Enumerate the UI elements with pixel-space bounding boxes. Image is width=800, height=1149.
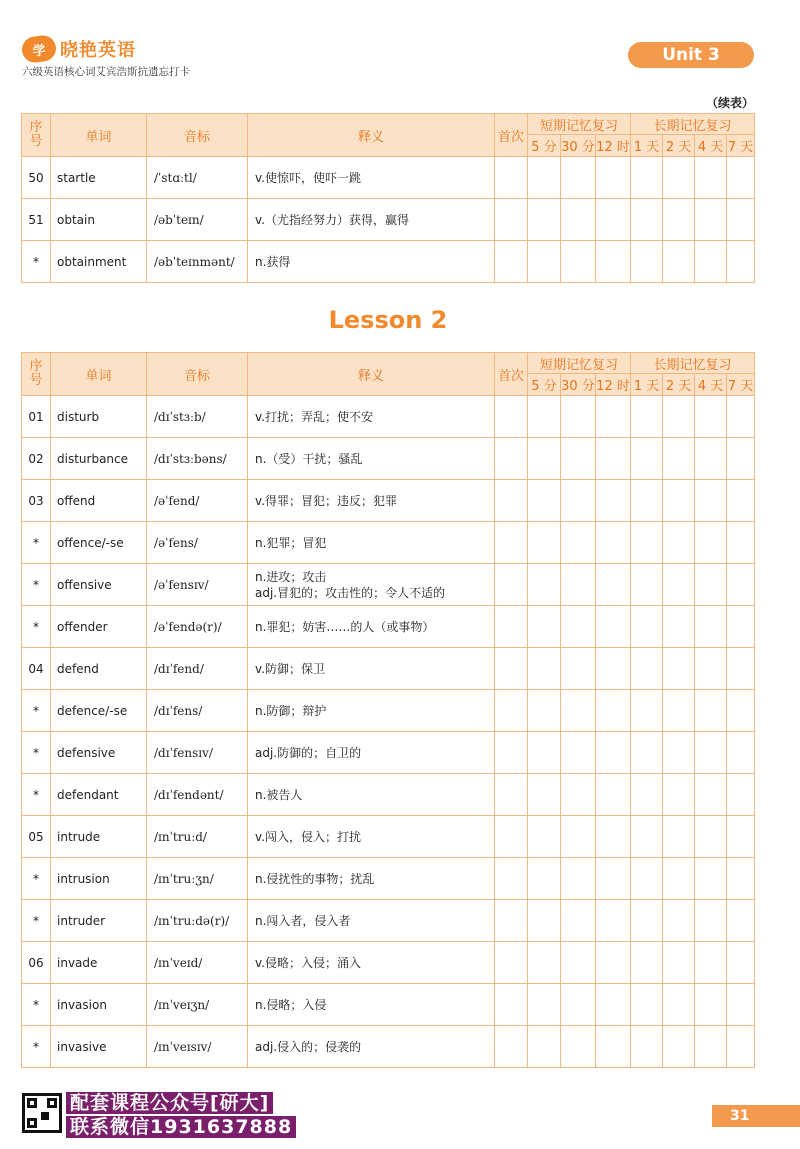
col-header-meaning: 释义 bbox=[248, 353, 495, 396]
review-checkbox[interactable] bbox=[695, 690, 727, 732]
review-checkbox[interactable] bbox=[727, 816, 755, 858]
review-checkbox[interactable] bbox=[695, 438, 727, 480]
row-meaning: n.获得 bbox=[248, 241, 495, 283]
promo-line-2: 联系微信1931637888 bbox=[66, 1116, 296, 1138]
review-checkbox[interactable] bbox=[727, 732, 755, 774]
review-checkbox[interactable] bbox=[727, 900, 755, 942]
row-word: defend bbox=[51, 648, 147, 690]
row-ipa: /əˈfendə(r)/ bbox=[147, 606, 248, 648]
row-meaning: n.罪犯；妨害……的人（或事物） bbox=[248, 606, 495, 648]
row-ipa: /dɪˈfens/ bbox=[147, 690, 248, 732]
review-checkbox[interactable] bbox=[631, 241, 663, 283]
review-checkbox[interactable] bbox=[596, 438, 631, 480]
review-checkbox[interactable] bbox=[631, 648, 663, 690]
table-row bbox=[22, 157, 755, 199]
review-checkbox[interactable] bbox=[631, 774, 663, 816]
table-row bbox=[22, 732, 755, 774]
col-header-5min: 5 分 bbox=[528, 135, 561, 157]
row-ipa: /ɪnˈtruːdə(r)/ bbox=[147, 900, 248, 942]
row-meaning: n.闯入者，侵入者 bbox=[248, 900, 495, 942]
review-checkbox[interactable] bbox=[596, 199, 631, 241]
review-checkbox[interactable] bbox=[561, 984, 596, 1026]
review-checkbox[interactable] bbox=[663, 480, 695, 522]
col-header-1day: 1 天 bbox=[631, 135, 663, 157]
row-ipa: /ɪnˈveɪd/ bbox=[147, 942, 248, 984]
row-num: * bbox=[22, 522, 51, 564]
row-num: * bbox=[22, 241, 51, 283]
review-checkbox[interactable] bbox=[561, 522, 596, 564]
row-word: invade bbox=[51, 942, 147, 984]
review-checkbox[interactable] bbox=[561, 480, 596, 522]
review-checkbox[interactable] bbox=[663, 816, 695, 858]
review-checkbox[interactable] bbox=[631, 900, 663, 942]
review-checkbox[interactable] bbox=[727, 564, 755, 606]
col-header-short-review: 短期记忆复习 bbox=[528, 353, 631, 374]
first-review-checkbox[interactable] bbox=[495, 606, 528, 648]
review-checkbox[interactable] bbox=[663, 690, 695, 732]
review-checkbox[interactable] bbox=[561, 564, 596, 606]
review-checkbox[interactable] bbox=[528, 984, 561, 1026]
review-checkbox[interactable] bbox=[596, 396, 631, 438]
first-review-checkbox[interactable] bbox=[495, 942, 528, 984]
review-checkbox[interactable] bbox=[631, 157, 663, 199]
first-review-checkbox[interactable] bbox=[495, 816, 528, 858]
review-checkbox[interactable] bbox=[695, 241, 727, 283]
row-num: * bbox=[22, 858, 51, 900]
first-review-checkbox[interactable] bbox=[495, 522, 528, 564]
row-ipa: /ɪnˈveɪʒn/ bbox=[147, 984, 248, 1026]
table-row bbox=[22, 396, 755, 438]
review-checkbox[interactable] bbox=[695, 900, 727, 942]
review-checkbox[interactable] bbox=[596, 858, 631, 900]
first-review-checkbox[interactable] bbox=[495, 157, 528, 199]
review-checkbox[interactable] bbox=[663, 774, 695, 816]
row-num: * bbox=[22, 732, 51, 774]
brand bbox=[22, 36, 136, 62]
brand-name: 晓艳英语 bbox=[60, 40, 136, 61]
review-checkbox[interactable] bbox=[631, 396, 663, 438]
row-num: * bbox=[22, 606, 51, 648]
first-review-checkbox[interactable] bbox=[495, 396, 528, 438]
review-checkbox[interactable] bbox=[631, 984, 663, 1026]
review-checkbox[interactable] bbox=[596, 900, 631, 942]
row-meaning: n.侵扰性的事物；扰乱 bbox=[248, 858, 495, 900]
review-checkbox[interactable] bbox=[561, 241, 596, 283]
row-meaning-line: adj.冒犯的；攻击性的；令人不适的 bbox=[255, 585, 446, 600]
col-header-7day: 7 天 bbox=[727, 135, 755, 157]
row-num: * bbox=[22, 690, 51, 732]
row-word: offensive bbox=[51, 564, 147, 606]
review-checkbox[interactable] bbox=[528, 900, 561, 942]
review-checkbox[interactable] bbox=[663, 564, 695, 606]
col-header-num: 序号 bbox=[22, 114, 51, 157]
review-checkbox[interactable] bbox=[695, 199, 727, 241]
review-checkbox[interactable] bbox=[727, 606, 755, 648]
review-checkbox[interactable] bbox=[631, 480, 663, 522]
review-checkbox[interactable] bbox=[596, 157, 631, 199]
review-checkbox[interactable] bbox=[561, 438, 596, 480]
review-checkbox[interactable] bbox=[695, 942, 727, 984]
review-checkbox[interactable] bbox=[663, 438, 695, 480]
review-checkbox[interactable] bbox=[663, 199, 695, 241]
vocab-table-continued bbox=[21, 113, 755, 283]
review-checkbox[interactable] bbox=[631, 942, 663, 984]
unit-badge: Unit 3 bbox=[628, 42, 754, 68]
review-checkbox[interactable] bbox=[663, 858, 695, 900]
col-header-word: 单词 bbox=[51, 114, 147, 157]
review-checkbox[interactable] bbox=[631, 438, 663, 480]
row-word: obtain bbox=[51, 199, 147, 241]
first-review-checkbox[interactable] bbox=[495, 732, 528, 774]
vocab-table-lesson2 bbox=[21, 352, 755, 1068]
col-header-1day: 1 天 bbox=[631, 374, 663, 396]
review-checkbox[interactable] bbox=[727, 648, 755, 690]
row-num: 01 bbox=[22, 396, 51, 438]
review-checkbox[interactable] bbox=[596, 1026, 631, 1068]
row-ipa: /ɪnˈtruːʒn/ bbox=[147, 858, 248, 900]
row-word: invasion bbox=[51, 984, 147, 1026]
col-header-7day: 7 天 bbox=[727, 374, 755, 396]
table-row bbox=[22, 900, 755, 942]
row-meaning: n.犯罪；冒犯 bbox=[248, 522, 495, 564]
row-num: 50 bbox=[22, 157, 51, 199]
review-checkbox[interactable] bbox=[695, 732, 727, 774]
row-meaning-line: n.进攻；攻击 bbox=[255, 569, 327, 584]
row-ipa: /əbˈteɪnmənt/ bbox=[147, 241, 248, 283]
row-ipa: /dɪˈstɜːb/ bbox=[147, 396, 248, 438]
row-meaning: adj.防御的；自卫的 bbox=[248, 732, 495, 774]
first-review-checkbox[interactable] bbox=[495, 480, 528, 522]
review-checkbox[interactable] bbox=[663, 942, 695, 984]
review-checkbox[interactable] bbox=[695, 157, 727, 199]
first-review-checkbox[interactable] bbox=[495, 199, 528, 241]
row-ipa: /dɪˈfend/ bbox=[147, 648, 248, 690]
review-checkbox[interactable] bbox=[727, 438, 755, 480]
col-header-long-review: 长期记忆复习 bbox=[631, 353, 755, 374]
row-meaning: adj.侵入的；侵袭的 bbox=[248, 1026, 495, 1068]
review-checkbox[interactable] bbox=[596, 942, 631, 984]
row-num: 06 bbox=[22, 942, 51, 984]
review-checkbox[interactable] bbox=[727, 858, 755, 900]
row-word: disturbance bbox=[51, 438, 147, 480]
review-checkbox[interactable] bbox=[596, 732, 631, 774]
review-checkbox[interactable] bbox=[528, 564, 561, 606]
row-ipa: /əˈfens/ bbox=[147, 522, 248, 564]
review-checkbox[interactable] bbox=[528, 732, 561, 774]
review-checkbox[interactable] bbox=[663, 732, 695, 774]
review-checkbox[interactable] bbox=[596, 984, 631, 1026]
review-checkbox[interactable] bbox=[528, 241, 561, 283]
row-word: invasive bbox=[51, 1026, 147, 1068]
review-checkbox[interactable] bbox=[695, 606, 727, 648]
col-header-12h: 12 时 bbox=[596, 374, 631, 396]
row-word: disturb bbox=[51, 396, 147, 438]
review-checkbox[interactable] bbox=[727, 942, 755, 984]
table-row bbox=[22, 816, 755, 858]
review-checkbox[interactable] bbox=[631, 858, 663, 900]
review-checkbox[interactable] bbox=[596, 606, 631, 648]
review-checkbox[interactable] bbox=[727, 199, 755, 241]
row-word: defendant bbox=[51, 774, 147, 816]
col-header-4day: 4 天 bbox=[695, 374, 727, 396]
col-header-num: 序号 bbox=[22, 353, 51, 396]
review-checkbox[interactable] bbox=[663, 1026, 695, 1068]
col-header-meaning: 释义 bbox=[248, 114, 495, 157]
review-checkbox[interactable] bbox=[631, 564, 663, 606]
brand-logo-icon: 学 bbox=[20, 34, 57, 64]
review-checkbox[interactable] bbox=[727, 396, 755, 438]
review-checkbox[interactable] bbox=[561, 942, 596, 984]
row-ipa: /əˈfend/ bbox=[147, 480, 248, 522]
page-subtitle: 六级英语核心词艾宾浩斯抗遗忘打卡 bbox=[22, 66, 190, 78]
first-review-checkbox[interactable] bbox=[495, 564, 528, 606]
review-checkbox[interactable] bbox=[528, 690, 561, 732]
row-word: intruder bbox=[51, 900, 147, 942]
row-ipa: /ɪnˈveɪsɪv/ bbox=[147, 1026, 248, 1068]
row-ipa: /dɪˈfensɪv/ bbox=[147, 732, 248, 774]
review-checkbox[interactable] bbox=[528, 648, 561, 690]
review-checkbox[interactable] bbox=[695, 564, 727, 606]
review-checkbox[interactable] bbox=[631, 199, 663, 241]
review-checkbox[interactable] bbox=[596, 241, 631, 283]
review-checkbox[interactable] bbox=[695, 984, 727, 1026]
table-row bbox=[22, 774, 755, 816]
row-word: defence/-se bbox=[51, 690, 147, 732]
review-checkbox[interactable] bbox=[631, 690, 663, 732]
review-checkbox[interactable] bbox=[727, 522, 755, 564]
review-checkbox[interactable] bbox=[727, 241, 755, 283]
review-checkbox[interactable] bbox=[663, 984, 695, 1026]
col-header-30min: 30 分 bbox=[561, 374, 596, 396]
col-header-ipa: 音标 bbox=[147, 114, 248, 157]
review-checkbox[interactable] bbox=[663, 648, 695, 690]
review-checkbox[interactable] bbox=[631, 816, 663, 858]
review-checkbox[interactable] bbox=[663, 157, 695, 199]
row-word: startle bbox=[51, 157, 147, 199]
table-row bbox=[22, 480, 755, 522]
review-checkbox[interactable] bbox=[695, 396, 727, 438]
table-row bbox=[22, 1026, 755, 1068]
row-meaning: v.闯入，侵入；打扰 bbox=[248, 816, 495, 858]
row-num: * bbox=[22, 1026, 51, 1068]
col-header-30min: 30 分 bbox=[561, 135, 596, 157]
review-checkbox[interactable] bbox=[631, 606, 663, 648]
row-meaning: v.侵略；入侵；涌入 bbox=[248, 942, 495, 984]
col-header-12h: 12 时 bbox=[596, 135, 631, 157]
row-meaning: n.被告人 bbox=[248, 774, 495, 816]
row-ipa: /dɪˈstɜːbəns/ bbox=[147, 438, 248, 480]
row-ipa: /əˈfensɪv/ bbox=[147, 564, 248, 606]
review-checkbox[interactable] bbox=[727, 774, 755, 816]
row-meaning: n.防御；辩护 bbox=[248, 690, 495, 732]
review-checkbox[interactable] bbox=[596, 564, 631, 606]
first-review-checkbox[interactable] bbox=[495, 1026, 528, 1068]
review-checkbox[interactable] bbox=[528, 522, 561, 564]
table-row bbox=[22, 942, 755, 984]
review-checkbox[interactable] bbox=[596, 648, 631, 690]
review-checkbox[interactable] bbox=[528, 942, 561, 984]
review-checkbox[interactable] bbox=[561, 1026, 596, 1068]
review-checkbox[interactable] bbox=[528, 1026, 561, 1068]
review-checkbox[interactable] bbox=[561, 648, 596, 690]
row-num: 51 bbox=[22, 199, 51, 241]
review-checkbox[interactable] bbox=[663, 606, 695, 648]
review-checkbox[interactable] bbox=[727, 480, 755, 522]
review-checkbox[interactable] bbox=[561, 858, 596, 900]
row-meaning bbox=[248, 564, 495, 606]
review-checkbox[interactable] bbox=[561, 157, 596, 199]
review-checkbox[interactable] bbox=[528, 774, 561, 816]
row-word: intrusion bbox=[51, 858, 147, 900]
row-num: 04 bbox=[22, 648, 51, 690]
first-review-checkbox[interactable] bbox=[495, 241, 528, 283]
review-checkbox[interactable] bbox=[596, 816, 631, 858]
page-number: 31 bbox=[712, 1105, 800, 1127]
review-checkbox[interactable] bbox=[727, 1026, 755, 1068]
col-header-2day: 2 天 bbox=[663, 135, 695, 157]
row-meaning: v.（尤指经努力）获得，赢得 bbox=[248, 199, 495, 241]
review-checkbox[interactable] bbox=[528, 858, 561, 900]
review-checkbox[interactable] bbox=[631, 522, 663, 564]
table-row bbox=[22, 199, 755, 241]
review-checkbox[interactable] bbox=[695, 858, 727, 900]
review-checkbox[interactable] bbox=[528, 606, 561, 648]
first-review-checkbox[interactable] bbox=[495, 858, 528, 900]
review-checkbox[interactable] bbox=[528, 199, 561, 241]
first-review-checkbox[interactable] bbox=[495, 984, 528, 1026]
first-review-checkbox[interactable] bbox=[495, 438, 528, 480]
table-row bbox=[22, 241, 755, 283]
review-checkbox[interactable] bbox=[561, 732, 596, 774]
col-header-long-review: 长期记忆复习 bbox=[631, 114, 755, 135]
review-checkbox[interactable] bbox=[528, 438, 561, 480]
review-checkbox[interactable] bbox=[596, 774, 631, 816]
row-meaning: v.得罪；冒犯；违反；犯罪 bbox=[248, 480, 495, 522]
col-header-5min: 5 分 bbox=[528, 374, 561, 396]
review-checkbox[interactable] bbox=[528, 157, 561, 199]
review-checkbox[interactable] bbox=[596, 480, 631, 522]
row-word: offend bbox=[51, 480, 147, 522]
table-row bbox=[22, 858, 755, 900]
row-ipa: /əbˈteɪn/ bbox=[147, 199, 248, 241]
review-checkbox[interactable] bbox=[561, 396, 596, 438]
review-checkbox[interactable] bbox=[561, 690, 596, 732]
table-row bbox=[22, 564, 755, 606]
review-checkbox[interactable] bbox=[561, 900, 596, 942]
review-checkbox[interactable] bbox=[561, 606, 596, 648]
review-checkbox[interactable] bbox=[727, 984, 755, 1026]
review-checkbox[interactable] bbox=[695, 816, 727, 858]
table-row bbox=[22, 648, 755, 690]
review-checkbox[interactable] bbox=[528, 480, 561, 522]
row-meaning: v.打扰；弄乱；使不安 bbox=[248, 396, 495, 438]
review-checkbox[interactable] bbox=[727, 690, 755, 732]
qr-code-icon bbox=[22, 1093, 62, 1133]
row-ipa: /dɪˈfendənt/ bbox=[147, 774, 248, 816]
col-header-word: 单词 bbox=[51, 353, 147, 396]
row-word: offender bbox=[51, 606, 147, 648]
continued-label: （续表） bbox=[705, 96, 754, 110]
row-meaning: v.使惊吓，使吓一跳 bbox=[248, 157, 495, 199]
col-header-first: 首次 bbox=[495, 114, 528, 157]
row-word: intrude bbox=[51, 816, 147, 858]
review-checkbox[interactable] bbox=[695, 480, 727, 522]
review-checkbox[interactable] bbox=[596, 522, 631, 564]
first-review-checkbox[interactable] bbox=[495, 648, 528, 690]
table-row bbox=[22, 984, 755, 1026]
review-checkbox[interactable] bbox=[695, 648, 727, 690]
row-meaning: n.侵略；入侵 bbox=[248, 984, 495, 1026]
review-checkbox[interactable] bbox=[663, 522, 695, 564]
first-review-checkbox[interactable] bbox=[495, 774, 528, 816]
promo-line-1: 配套课程公众号[研大] bbox=[66, 1092, 273, 1114]
review-checkbox[interactable] bbox=[631, 1026, 663, 1068]
table-row bbox=[22, 522, 755, 564]
lesson-title: Lesson 2 bbox=[328, 306, 448, 334]
review-checkbox[interactable] bbox=[695, 774, 727, 816]
row-num: * bbox=[22, 984, 51, 1026]
table-row bbox=[22, 438, 755, 480]
review-checkbox[interactable] bbox=[528, 816, 561, 858]
col-header-first: 首次 bbox=[495, 353, 528, 396]
review-checkbox[interactable] bbox=[561, 199, 596, 241]
row-ipa: /ɪnˈtruːd/ bbox=[147, 816, 248, 858]
row-word: defensive bbox=[51, 732, 147, 774]
review-checkbox[interactable] bbox=[663, 396, 695, 438]
first-review-checkbox[interactable] bbox=[495, 690, 528, 732]
row-word: offence/-se bbox=[51, 522, 147, 564]
row-num: 02 bbox=[22, 438, 51, 480]
row-num: 05 bbox=[22, 816, 51, 858]
row-meaning: n.（受）干扰；骚乱 bbox=[248, 438, 495, 480]
review-checkbox[interactable] bbox=[528, 396, 561, 438]
review-checkbox[interactable] bbox=[695, 522, 727, 564]
review-checkbox[interactable] bbox=[727, 157, 755, 199]
row-num: * bbox=[22, 774, 51, 816]
review-checkbox[interactable] bbox=[596, 690, 631, 732]
row-ipa: /ˈstɑːtl/ bbox=[147, 157, 248, 199]
review-checkbox[interactable] bbox=[663, 241, 695, 283]
table-row bbox=[22, 606, 755, 648]
review-checkbox[interactable] bbox=[561, 774, 596, 816]
col-header-short-review: 短期记忆复习 bbox=[528, 114, 631, 135]
col-header-4day: 4 天 bbox=[695, 135, 727, 157]
first-review-checkbox[interactable] bbox=[495, 900, 528, 942]
row-num: 03 bbox=[22, 480, 51, 522]
row-num: * bbox=[22, 564, 51, 606]
col-header-2day: 2 天 bbox=[663, 374, 695, 396]
row-word: obtainment bbox=[51, 241, 147, 283]
review-checkbox[interactable] bbox=[631, 732, 663, 774]
row-num: * bbox=[22, 900, 51, 942]
review-checkbox[interactable] bbox=[695, 1026, 727, 1068]
row-meaning: v.防御；保卫 bbox=[248, 648, 495, 690]
col-header-ipa: 音标 bbox=[147, 353, 248, 396]
review-checkbox[interactable] bbox=[561, 816, 596, 858]
table-row bbox=[22, 690, 755, 732]
review-checkbox[interactable] bbox=[663, 900, 695, 942]
